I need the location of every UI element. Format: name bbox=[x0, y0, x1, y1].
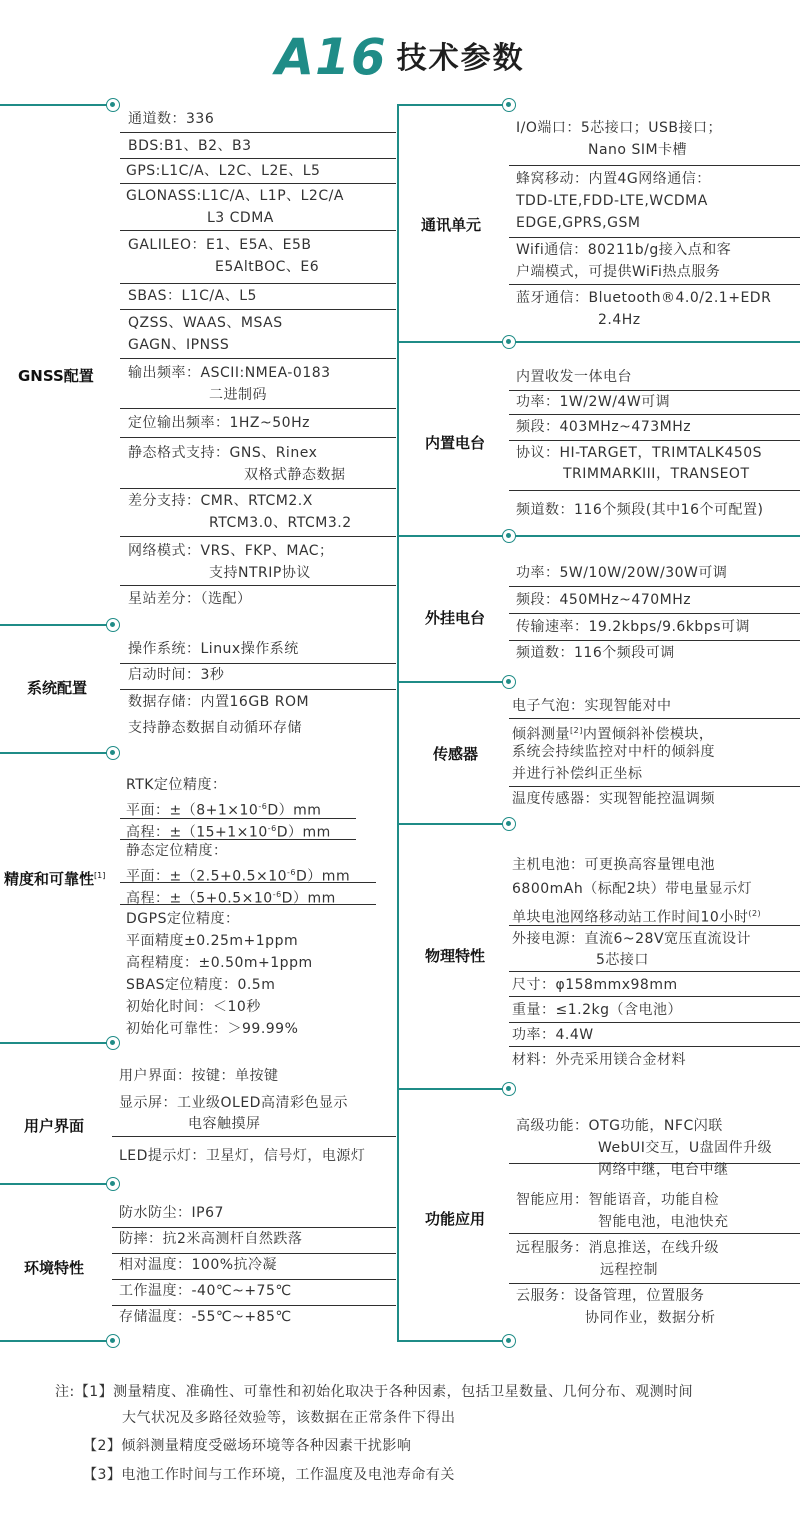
left-divider-line bbox=[0, 624, 112, 626]
section-marker-dot bbox=[502, 98, 516, 112]
spec-text: TRIMMARKIII，TRANSEOT bbox=[563, 466, 750, 482]
spec-text: 功率：4.4W bbox=[512, 1027, 594, 1043]
category-physical: 物理特性 bbox=[425, 947, 486, 965]
spec-text: 蓝牙通信：Bluetooth®4.0/2.1+EDR bbox=[516, 290, 772, 306]
spec-text: 支持NTRIP协议 bbox=[209, 565, 311, 581]
spec-text: 显示屏：工业级OLED高清彩色显示 bbox=[119, 1095, 348, 1111]
spec-text: 相对温度：100%抗冷凝 bbox=[119, 1257, 278, 1273]
spec-text: 协议：HI-TARGET，TRIMTALK450S bbox=[516, 445, 763, 461]
section-marker-dot bbox=[502, 817, 516, 831]
left-divider-line bbox=[0, 1340, 112, 1342]
row-separator bbox=[509, 1022, 800, 1023]
spec-text: BDS:B1、B2、B3 bbox=[128, 138, 252, 154]
category-accuracy bbox=[4, 868, 105, 889]
spec-text: 支持静态数据自动循环存储 bbox=[128, 720, 302, 736]
section-marker-dot bbox=[106, 98, 120, 112]
spec-text: 防水防尘：IP67 bbox=[119, 1205, 224, 1221]
row-separator bbox=[509, 490, 800, 491]
category-env: 环境特性 bbox=[24, 1259, 85, 1277]
spec-text: WebUI交互，U盘固件升级 bbox=[598, 1140, 773, 1156]
right-divider-line bbox=[397, 535, 800, 537]
row-separator bbox=[509, 971, 800, 972]
spec-text: TDD-LTE,FDD-LTE,WCDMA bbox=[516, 193, 708, 209]
right-divider-line bbox=[397, 681, 509, 683]
spec-text: 静态定位精度： bbox=[126, 843, 228, 859]
section-marker-dot bbox=[106, 746, 120, 760]
spec-text: 通道数：336 bbox=[128, 111, 215, 127]
spec-text: SBAS定位精度：0.5m bbox=[126, 977, 276, 993]
row-separator bbox=[120, 230, 396, 231]
row-separator bbox=[509, 1233, 800, 1234]
spec-text: GLONASS:L1C/A、L1P、L2C/A bbox=[126, 188, 344, 204]
spec-text: 用户界面：按键：单按键 bbox=[119, 1068, 279, 1084]
spec-text: 协同作业，数据分析 bbox=[585, 1310, 716, 1326]
left-divider-line bbox=[0, 1042, 112, 1044]
spec-text: 网络模式：VRS、FKP、MAC； bbox=[128, 543, 334, 559]
footnote-mark: [1] bbox=[94, 871, 106, 880]
row-separator bbox=[509, 414, 800, 415]
spec-text: 工作温度：-40℃~+75℃ bbox=[119, 1283, 292, 1299]
spec-text: EDGE,GPRS,GSM bbox=[516, 215, 641, 231]
category-comm: 通讯单元 bbox=[421, 216, 482, 234]
spec-text: 频道数：116个频段(其中16个可配置) bbox=[516, 502, 764, 518]
spec-text: 操作系统：Linux操作系统 bbox=[128, 641, 299, 657]
row-separator bbox=[120, 132, 396, 133]
spec-text: RTCM3.0、RTCM3.2 bbox=[209, 515, 352, 531]
row-separator bbox=[112, 1305, 396, 1306]
spec-text: 温度传感器：实现智能控温调频 bbox=[512, 791, 715, 807]
spec-text: 功率：1W/2W/4W可调 bbox=[516, 394, 671, 410]
spec-text: 远程服务：消息推送，在线升级 bbox=[516, 1240, 719, 1256]
spec-text: DGPS定位精度： bbox=[126, 911, 240, 927]
section-marker-dot bbox=[106, 1036, 120, 1050]
spec-text: I/O端口：5芯接口；USB接口； bbox=[516, 120, 723, 136]
row-separator bbox=[120, 183, 396, 184]
category-accuracy-label: 精度和可靠性 bbox=[4, 870, 95, 888]
spec-text: 智能应用：智能语音，功能自检 bbox=[516, 1192, 719, 1208]
left-divider-line bbox=[0, 752, 112, 754]
row-separator bbox=[112, 1136, 396, 1137]
spec-text: SBAS：L1C/A、L5 bbox=[128, 288, 257, 304]
spec-text: 高程精度：±0.50m+1ppm bbox=[126, 955, 313, 971]
spec-text: 频段：450MHz~470MHz bbox=[516, 592, 692, 608]
spec-text: LED提示灯：卫星灯，信号灯，电源灯 bbox=[119, 1148, 366, 1164]
spec-text: GPS:L1C/A、L2C、L2E、L5 bbox=[126, 163, 321, 179]
row-separator bbox=[509, 237, 800, 238]
model-name: A16 bbox=[275, 28, 387, 86]
spec-text: 功率：5W/10W/20W/30W可调 bbox=[516, 565, 728, 581]
row-separator bbox=[509, 390, 800, 391]
spec-text: 高程：$\pm(5+0.5\times 10^{-6}D)mm$ bbox=[126, 890, 336, 907]
row-separator bbox=[509, 718, 800, 719]
spec-text: 电子气泡：实现智能对中 bbox=[512, 698, 672, 714]
spec-text: 外接电源：直流6~28V宽压直流设计 bbox=[512, 931, 752, 947]
spec-text: GALILEO：E1、E5A、E5B bbox=[128, 237, 312, 253]
spec-text: GAGN、IPNSS bbox=[128, 337, 230, 353]
row-separator bbox=[120, 408, 396, 409]
row-separator bbox=[120, 585, 396, 586]
spec-text: 二进制码 bbox=[209, 387, 267, 403]
spec-text: 主机电池：可更换高容量锂电池 bbox=[512, 857, 715, 873]
spec-text: 电容触摸屏 bbox=[188, 1116, 261, 1132]
category-gnss: GNSS配置 bbox=[18, 367, 94, 385]
spec-text: 蜂窝移动：内置4G网络通信： bbox=[516, 171, 711, 187]
spec-text: 防摔：抗2米高测杆自然跌落 bbox=[119, 1231, 303, 1247]
row-separator bbox=[112, 1227, 396, 1228]
spec-text: 传输速率：19.2kbps/9.6kbps可调 bbox=[516, 619, 751, 635]
row-separator bbox=[509, 586, 800, 587]
spec-text: L3 CDMA bbox=[207, 210, 274, 226]
spec-text: 云服务：设备管理，位置服务 bbox=[516, 1288, 705, 1304]
spec-text: 高级功能：OTG功能，NFC闪联 bbox=[516, 1118, 723, 1134]
spec-text: 输出频率：ASCII:NMEA-0183 bbox=[128, 365, 331, 381]
spec-text: RTK定位精度： bbox=[126, 777, 227, 793]
section-marker-dot bbox=[106, 1334, 120, 1348]
row-separator bbox=[509, 1283, 800, 1284]
section-marker-dot bbox=[502, 335, 516, 349]
spec-text: 远程控制 bbox=[600, 1262, 658, 1278]
footnote-line: 注:【1】测量精度、准确性、可靠性和初始化取决于各种因素，包括卫星数量、几何分布、观测时间 bbox=[55, 1384, 694, 1400]
row-separator bbox=[120, 437, 396, 438]
spec-text: 智能电池，电池快充 bbox=[598, 1214, 729, 1230]
category-radio-internal: 内置电台 bbox=[425, 434, 486, 452]
category-radio-external: 外挂电台 bbox=[425, 609, 486, 627]
spec-text: 单块电池网络移动站工作时间10小时$^{(2)}$ bbox=[512, 909, 762, 926]
spec-text: 差分支持：CMR、RTCM2.X bbox=[128, 493, 313, 509]
right-divider-line bbox=[397, 341, 800, 343]
spec-text: 定位输出频率：1HZ~50Hz bbox=[128, 415, 310, 431]
row-separator bbox=[120, 488, 396, 489]
spec-text: 并进行补偿纠正坐标 bbox=[512, 766, 643, 782]
spec-text: 网络中继，电台中继 bbox=[598, 1162, 729, 1178]
row-separator bbox=[120, 689, 396, 690]
spec-text: 尺寸：φ158mmx98mm bbox=[512, 977, 678, 993]
spec-text: 星站差分：（选配） bbox=[128, 591, 252, 607]
spec-text: 初始化时间：＜10秒 bbox=[126, 999, 261, 1015]
spec-text: Nano SIM卡槽 bbox=[588, 142, 688, 158]
page-title bbox=[0, 28, 800, 86]
right-divider-line bbox=[397, 823, 509, 825]
spec-text: 高程：$\pm(15+1\times 10^{-6}D)mm$ bbox=[126, 824, 331, 841]
section-marker-dot bbox=[502, 1082, 516, 1096]
row-separator bbox=[509, 613, 800, 614]
spec-text: 平面：$\pm(2.5+0.5\times 10^{-6}D)mm$ bbox=[126, 868, 351, 885]
spec-text: 频道数：116个频段可调 bbox=[516, 645, 675, 661]
spec-text: 倾斜测量[2]内置倾斜补偿模块， bbox=[512, 726, 714, 743]
spec-text: 材料：外壳采用镁合金材料 bbox=[512, 1052, 686, 1068]
category-system: 系统配置 bbox=[27, 679, 88, 697]
row-separator bbox=[120, 158, 396, 159]
row-separator bbox=[509, 786, 800, 787]
footnote-line: 【3】电池工作时间与工作环境，工作温度及电池寿命有关 bbox=[83, 1467, 455, 1483]
row-separator bbox=[120, 663, 396, 664]
spec-text: 户端模式，可提供WiFi热点服务 bbox=[516, 264, 721, 280]
row-separator bbox=[120, 358, 396, 359]
spec-text: 系统会持续监控对中杆的倾斜度 bbox=[512, 744, 715, 760]
spec-text: 重量：≤1.2kg（含电池） bbox=[512, 1002, 682, 1018]
spec-text: 初始化可靠性：＞99.99% bbox=[126, 1021, 299, 1037]
left-divider-line bbox=[0, 1183, 112, 1185]
spec-text: 频段：403MHz~473MHz bbox=[516, 419, 692, 435]
section-marker-dot bbox=[502, 1334, 516, 1348]
row-separator bbox=[509, 440, 800, 441]
center-vertical-line bbox=[397, 104, 399, 1341]
row-separator bbox=[120, 309, 396, 310]
right-divider-line bbox=[397, 1088, 509, 1090]
spec-text: QZSS、WAAS、MSAS bbox=[128, 315, 283, 331]
spec-text: 平面：$\pm(8+1\times 10^{-6}D)mm$ bbox=[126, 802, 322, 819]
category-ui: 用户界面 bbox=[24, 1117, 85, 1135]
spec-text: 2.4Hz bbox=[598, 312, 641, 328]
spec-text: Wifi通信：80211b/g接入点和客 bbox=[516, 242, 732, 258]
spec-text: 启动时间：3秒 bbox=[128, 667, 225, 683]
spec-text: 平面精度±0.25m+1ppm bbox=[126, 933, 299, 949]
category-function: 功能应用 bbox=[425, 1210, 486, 1228]
row-separator bbox=[112, 1279, 396, 1280]
row-separator bbox=[509, 1046, 800, 1047]
spec-text: 5芯接口 bbox=[596, 952, 649, 968]
spec-text: 数据存储：内置16GB ROM bbox=[128, 694, 310, 710]
row-separator bbox=[120, 283, 396, 284]
spec-text: 内置收发一体电台 bbox=[516, 369, 632, 385]
spec-text: 存储温度：-55℃~+85℃ bbox=[119, 1309, 292, 1325]
row-separator bbox=[509, 165, 800, 166]
section-marker-dot bbox=[106, 618, 120, 632]
page-subtitle: 技术参数 bbox=[396, 41, 525, 76]
section-marker-dot bbox=[502, 529, 516, 543]
left-divider-line bbox=[0, 104, 112, 106]
row-separator bbox=[509, 640, 800, 641]
right-divider-line bbox=[397, 104, 509, 106]
right-divider-line bbox=[397, 1340, 509, 1342]
row-separator bbox=[509, 996, 800, 997]
category-sensor: 传感器 bbox=[433, 745, 479, 763]
spec-text: 双格式静态数据 bbox=[244, 467, 346, 483]
section-marker-dot bbox=[502, 675, 516, 689]
spec-text: 静态格式支持：GNS、Rinex bbox=[128, 445, 318, 461]
footnote-line: 大气状况及多路径效验等，该数据在正常条件下得出 bbox=[122, 1410, 456, 1426]
section-marker-dot bbox=[106, 1177, 120, 1191]
row-separator bbox=[120, 536, 396, 537]
row-separator bbox=[112, 1253, 396, 1254]
spec-text: E5AltBOC、E6 bbox=[215, 259, 320, 275]
row-separator bbox=[509, 284, 800, 285]
footnote-line: 【2】倾斜测量精度受磁场环境等各种因素干扰影响 bbox=[83, 1438, 412, 1454]
spec-text: 6800mAh（标配2块）带电量显示灯 bbox=[512, 881, 753, 897]
